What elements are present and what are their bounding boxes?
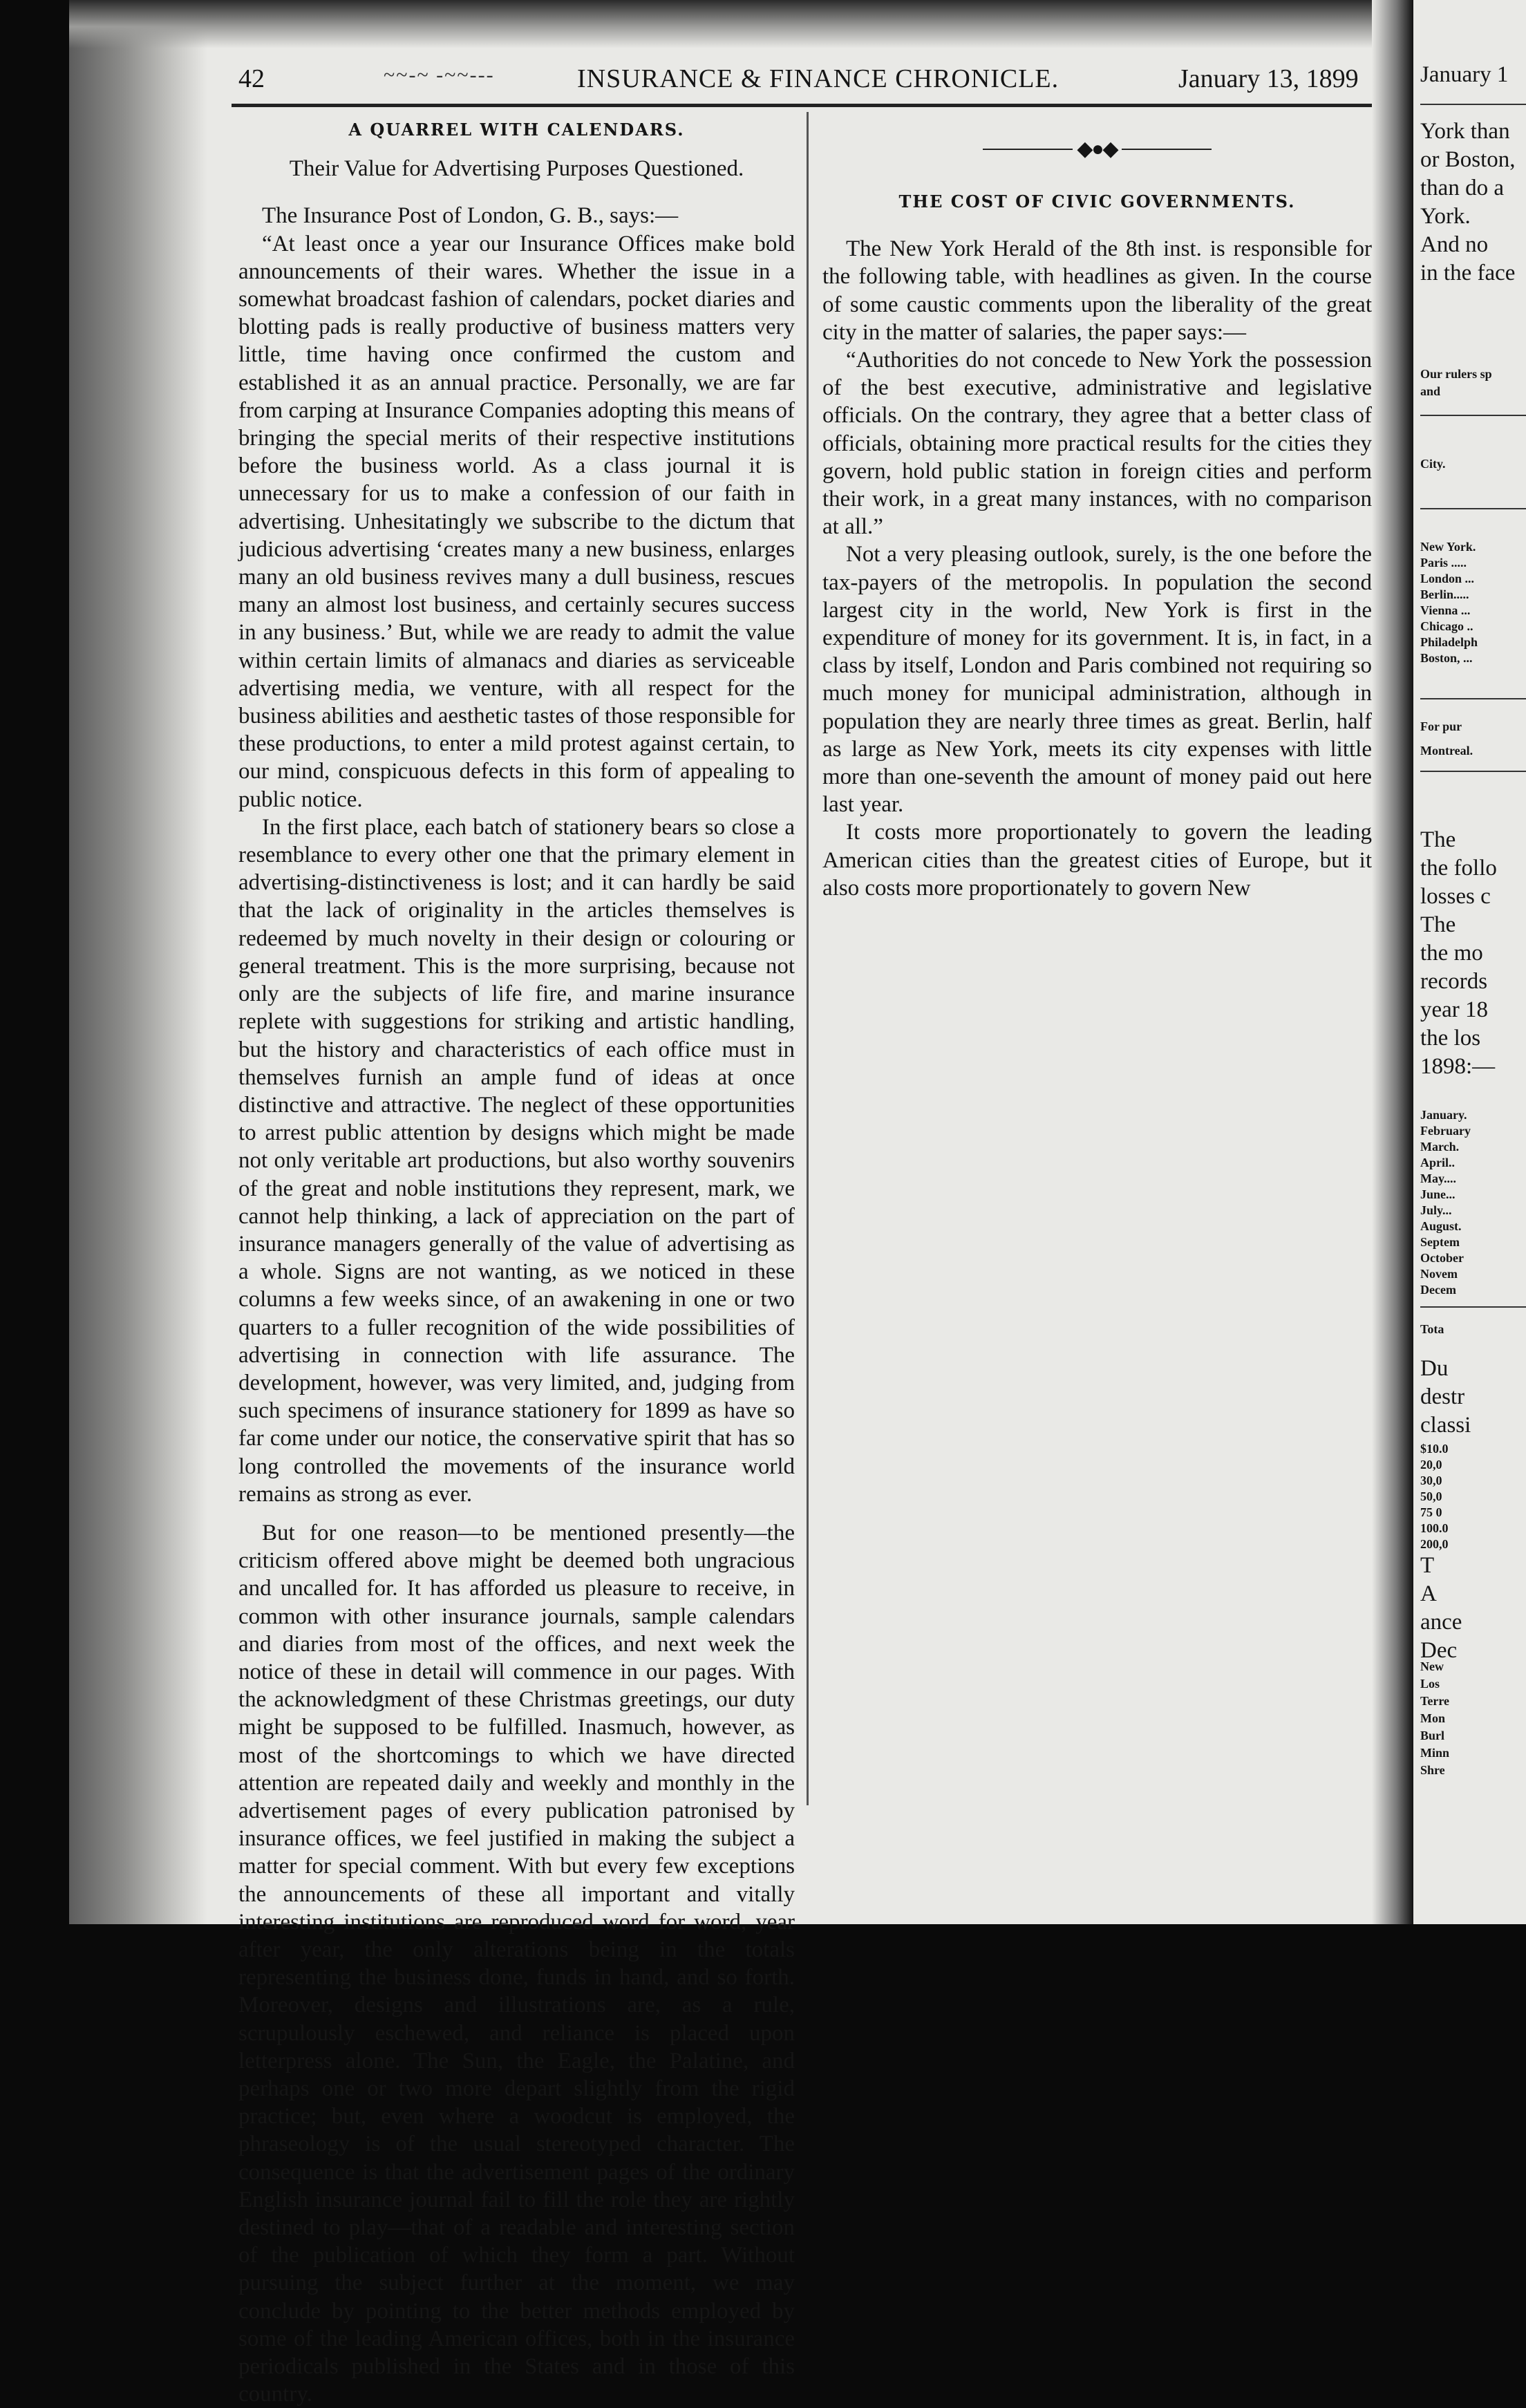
adjacent-text-line: records: [1420, 969, 1488, 994]
article-heading: THE COST OF CIVIC GOVERNMENTS.: [898, 191, 1296, 211]
article-paragraph: “At least once a year our Insurance Offices make bold announcements of their wares. Whether the issue in a somewhat broadcast fashion of calendars, pocket diaries and blotting pads is really productive of business matters very little, time having once confirmed the custom and established it as an annual practice. Personally, we are far from carping at Insurance Companies adopting this means of bringing the special merits of their respective institutions before the business world. As a class journal it is unnecessary for us to make a confession of our faith in advertising. Unhesitatingly we subscribe to the dictum that judicious advertising ‘creates many a new business, enlarges many an old business revives many a dull business, rescues many an almost lost business, and certainly secures success in any business.’ But, while we are ready to admit the value within certain limits of almanacs and diaries as serviceable advertising media, we venture, with all respect for the business abilities and aesthetic tastes of those responsible for these productions, to enter a mild protest against certain, to our mind, conspicuous defects in this form of appealing to public notice.: [238, 231, 795, 812]
adjacent-text-line: T: [1420, 1553, 1435, 1578]
adjacent-text-line: ance: [1420, 1610, 1462, 1635]
adjacent-table-city: Boston, ...: [1420, 651, 1473, 665]
adjacent-table-amount: 50,0: [1420, 1489, 1442, 1503]
article-paragraph: The New York Herald of the 8th inst. is responsible for the following table, with headlines as given. In the course of some caustic comments upon the liberality of the great city in the matter of salaries, the paper says:—: [822, 236, 1372, 345]
adjacent-table-month: February: [1420, 1124, 1471, 1138]
adjacent-table-place: Terre: [1420, 1694, 1449, 1708]
adjacent-table-month: Decem: [1420, 1283, 1456, 1297]
adjacent-text-line: than do a: [1420, 176, 1504, 200]
adjacent-text-line: destr: [1420, 1384, 1465, 1409]
adjacent-text-line: the los: [1420, 1026, 1481, 1051]
adjacent-text-line: York.: [1420, 204, 1471, 229]
adjacent-table-amount: $10.0: [1420, 1442, 1449, 1456]
adjacent-table-month: June...: [1420, 1187, 1456, 1201]
adjacent-text-line: the follo: [1420, 856, 1497, 881]
adjacent-table-rule: [1420, 415, 1526, 416]
adjacent-table-city: Paris .....: [1420, 556, 1467, 570]
section-divider: ◆●◆: [822, 127, 1372, 169]
adjacent-text-line: And no: [1420, 232, 1489, 257]
adjacent-table-amount: 75 0: [1420, 1505, 1442, 1519]
adjacent-table-caption: Our rulers sp: [1420, 367, 1492, 381]
adjacent-table-month: April..: [1420, 1156, 1456, 1169]
adjacent-text-line: The: [1420, 912, 1456, 937]
adjacent-table-month: January.: [1420, 1108, 1467, 1122]
adjacent-text-line: York than: [1420, 119, 1510, 144]
adjacent-table-month: March.: [1420, 1140, 1460, 1154]
adjacent-table-place: Los: [1420, 1677, 1440, 1691]
adjacent-text-line: the mo: [1420, 941, 1483, 966]
adjacent-table-rule: [1420, 698, 1526, 699]
article-paragraph: But for one reason—to be mentioned presently—the criticism offered above might be deemed both ungracious and uncalled for. It has afforded us pleasure to receive, in common with other insurance journals, sample calendars and diaries from most of the offices, and next week the notice of these in detail will commence in our pages. With the acknowledgment of these Christmas greetings, our duty might be supposed to be fulfilled. Inasmuch, however, as most of the shortcomings to which we have directed attention are repeated daily and weekly and monthly in the advertisement pages of every publication patronised by insurance offices, we feel justified in making the subject a matter for special comment. With but every few exceptions the announcements of these all important and vitally interesting institutions are reproduced word for word, year after year, the only alterations being in the totals representing the business done, funds in hand, and so forth. Moreover, designs and illustrations are, as a rule, scrupulously eschewed, and reliance is placed upon letterpress alone. The Sun, the Eagle, the Palatine, and perhaps one or two more depart slightly from the rigid practice; but, even where a woodcut is employed, the phraseology is of the usual stereotyped character. The consequence is that the advertisement pages of the ordinary English insurance journal fail to fill the role they are rightly destined to play—that of a readable and interesting section of the publication of which they form a part. Without pursuing the subject further at the moment, we may conclude by pointing to the better methods employed by some of the leading American offices, both in the insurance periodicals published in the States and in those of this country.: [238, 1520, 795, 2407]
adjacent-table-place: Shre: [1420, 1763, 1445, 1777]
adjacent-table-month: Novem: [1420, 1267, 1458, 1281]
adjacent-table-place: Burl: [1420, 1729, 1445, 1742]
left-column: [238, 116, 795, 2408]
adjacent-text-line: classi: [1420, 1413, 1471, 1438]
adjacent-table-city: Philadelph: [1420, 635, 1478, 649]
adjacent-table-month: August.: [1420, 1219, 1462, 1233]
adjacent-text-line: in the face: [1420, 261, 1516, 285]
adjacent-table-city: Chicago ..: [1420, 619, 1473, 633]
adjacent-table-rule: [1420, 771, 1526, 772]
adjacent-table-month: Septem: [1420, 1235, 1460, 1249]
adjacent-table-city: London ...: [1420, 572, 1475, 585]
adjacent-table-place: New: [1420, 1659, 1444, 1673]
adjacent-header: January 1: [1420, 62, 1509, 87]
page-gutter: [1372, 0, 1413, 1924]
adjacent-table-place: Minn: [1420, 1746, 1450, 1760]
page-number: 42: [238, 64, 265, 93]
header-rule: [232, 104, 1375, 107]
adjacent-table-month: July...: [1420, 1203, 1452, 1217]
adjacent-text-line: year 18: [1420, 997, 1489, 1022]
adjacent-table-amount: 100.0: [1420, 1521, 1449, 1535]
adjacent-table-total: Tota: [1420, 1322, 1444, 1336]
adjacent-table-month: May....: [1420, 1172, 1456, 1185]
adjacent-table-month: October: [1420, 1251, 1464, 1265]
adjacent-table-city: Vienna ...: [1420, 603, 1471, 617]
adjacent-text-line: or Boston,: [1420, 147, 1516, 172]
adjacent-header-rule: [1420, 104, 1526, 105]
publication-title: INSURANCE & FINANCE CHRONICLE.: [577, 64, 1059, 93]
adjacent-table-amount: 200,0: [1420, 1537, 1449, 1551]
article-paragraph: Not a very pleasing outlook, surely, is the one before the tax-payers of the metropolis. In population the second largest city in the world, New York is first in the expenditure of money for its government. It is, in fact, in a class by itself, London and Paris combined not requiring so much money for municipal administration, although in population they are nearly three times as great. Berlin, half as large as New York, meets its city expenses with little more than one-seventh the amount of money paid out here last year.: [822, 542, 1372, 818]
adjacent-text-line: For pur: [1420, 719, 1462, 733]
right-column: [822, 116, 1372, 902]
top-edge-shadow: [69, 0, 1396, 48]
adjacent-table-amount: 20,0: [1420, 1458, 1442, 1471]
adjacent-table-caption: and: [1420, 384, 1441, 398]
adjacent-text-line: Du: [1420, 1356, 1449, 1381]
article-paragraph: It costs more proportionately to govern the leading American cities than the greatest cities of Europe, but it also costs more proportionately to govern New: [822, 820, 1372, 901]
adjacent-table-city: Berlin.....: [1420, 587, 1469, 601]
adjacent-table-amount: 30,0: [1420, 1474, 1442, 1487]
adjacent-text-line: A: [1420, 1581, 1437, 1606]
header-ornament: ~~-~ -~~---: [384, 64, 495, 86]
adjacent-table-rule: [1420, 1306, 1526, 1308]
adjacent-table-rule: [1420, 508, 1526, 509]
adjacent-table-place: Mon: [1420, 1711, 1445, 1725]
adjacent-table-city: New York.: [1420, 540, 1476, 554]
issue-date: January 13, 1899: [1178, 64, 1359, 93]
adjacent-text-line: Montreal.: [1420, 744, 1473, 758]
article-paragraph: In the first place, each batch of stationery bears so close a resemblance to every other one that the primary element in advertising-distinctiveness is lost; and it can hardly be said that the lack of originality in the articles themselves is redeemed by much novelty in their design or colouring or general treatment. This is the more surprising, because not only are the subjects of life fire, and marine insurance replete with suggestions for striking and artistic handling, but the history and characteristics of each office must in themselves furnish an ample fund of ideas at once distinctive and attractive. The neglect of these opportunities to arrest public attention by designs which might be made not only veritable art productions, but also worthy souvenirs of the great and noble institutions they represent, mark, we cannot help thinking, a lack of appreciation on the part of insurance managers generally of the value of advertising as a whole. Signs are not wanting, as we noticed in these columns a few weeks since, of an awakening in one or two quarters to a fuller recognition of the wide possibilities of advertising in connection with life assurance. The development, however, was very limited, and, judging from such specimens of insurance stationery for 1899 as have so far come under our notice, the conservative spirit that has so long controlled the movements of the insurance world remains as strong as ever.: [238, 814, 795, 1507]
adjacent-text-line: The: [1420, 827, 1456, 852]
adjacent-table-column: City.: [1420, 457, 1446, 471]
adjacent-text-line: Dec: [1420, 1638, 1458, 1663]
adjacent-text-line: 1898:—: [1420, 1054, 1496, 1079]
column-divider: [807, 112, 809, 1805]
adjacent-text-line: losses c: [1420, 884, 1491, 909]
book-spine-shadow: [69, 0, 207, 1924]
article-subheading: Their Value for Advertising Purposes Questioned.: [289, 156, 744, 182]
article-intro: The Insurance Post of London, G. B., says:—: [262, 203, 679, 229]
article-paragraph: “Authorities do not concede to New York the possession of the best executive, administrative and legislative officials. On the contrary, they agree that a better class of officials, obtaining more practical results for the cities they govern, hold public station in foreign cities and perform their work, in a great many instances, with no comparison at all.”: [822, 348, 1372, 540]
article-heading: A QUARREL WITH CALENDARS.: [348, 120, 685, 140]
